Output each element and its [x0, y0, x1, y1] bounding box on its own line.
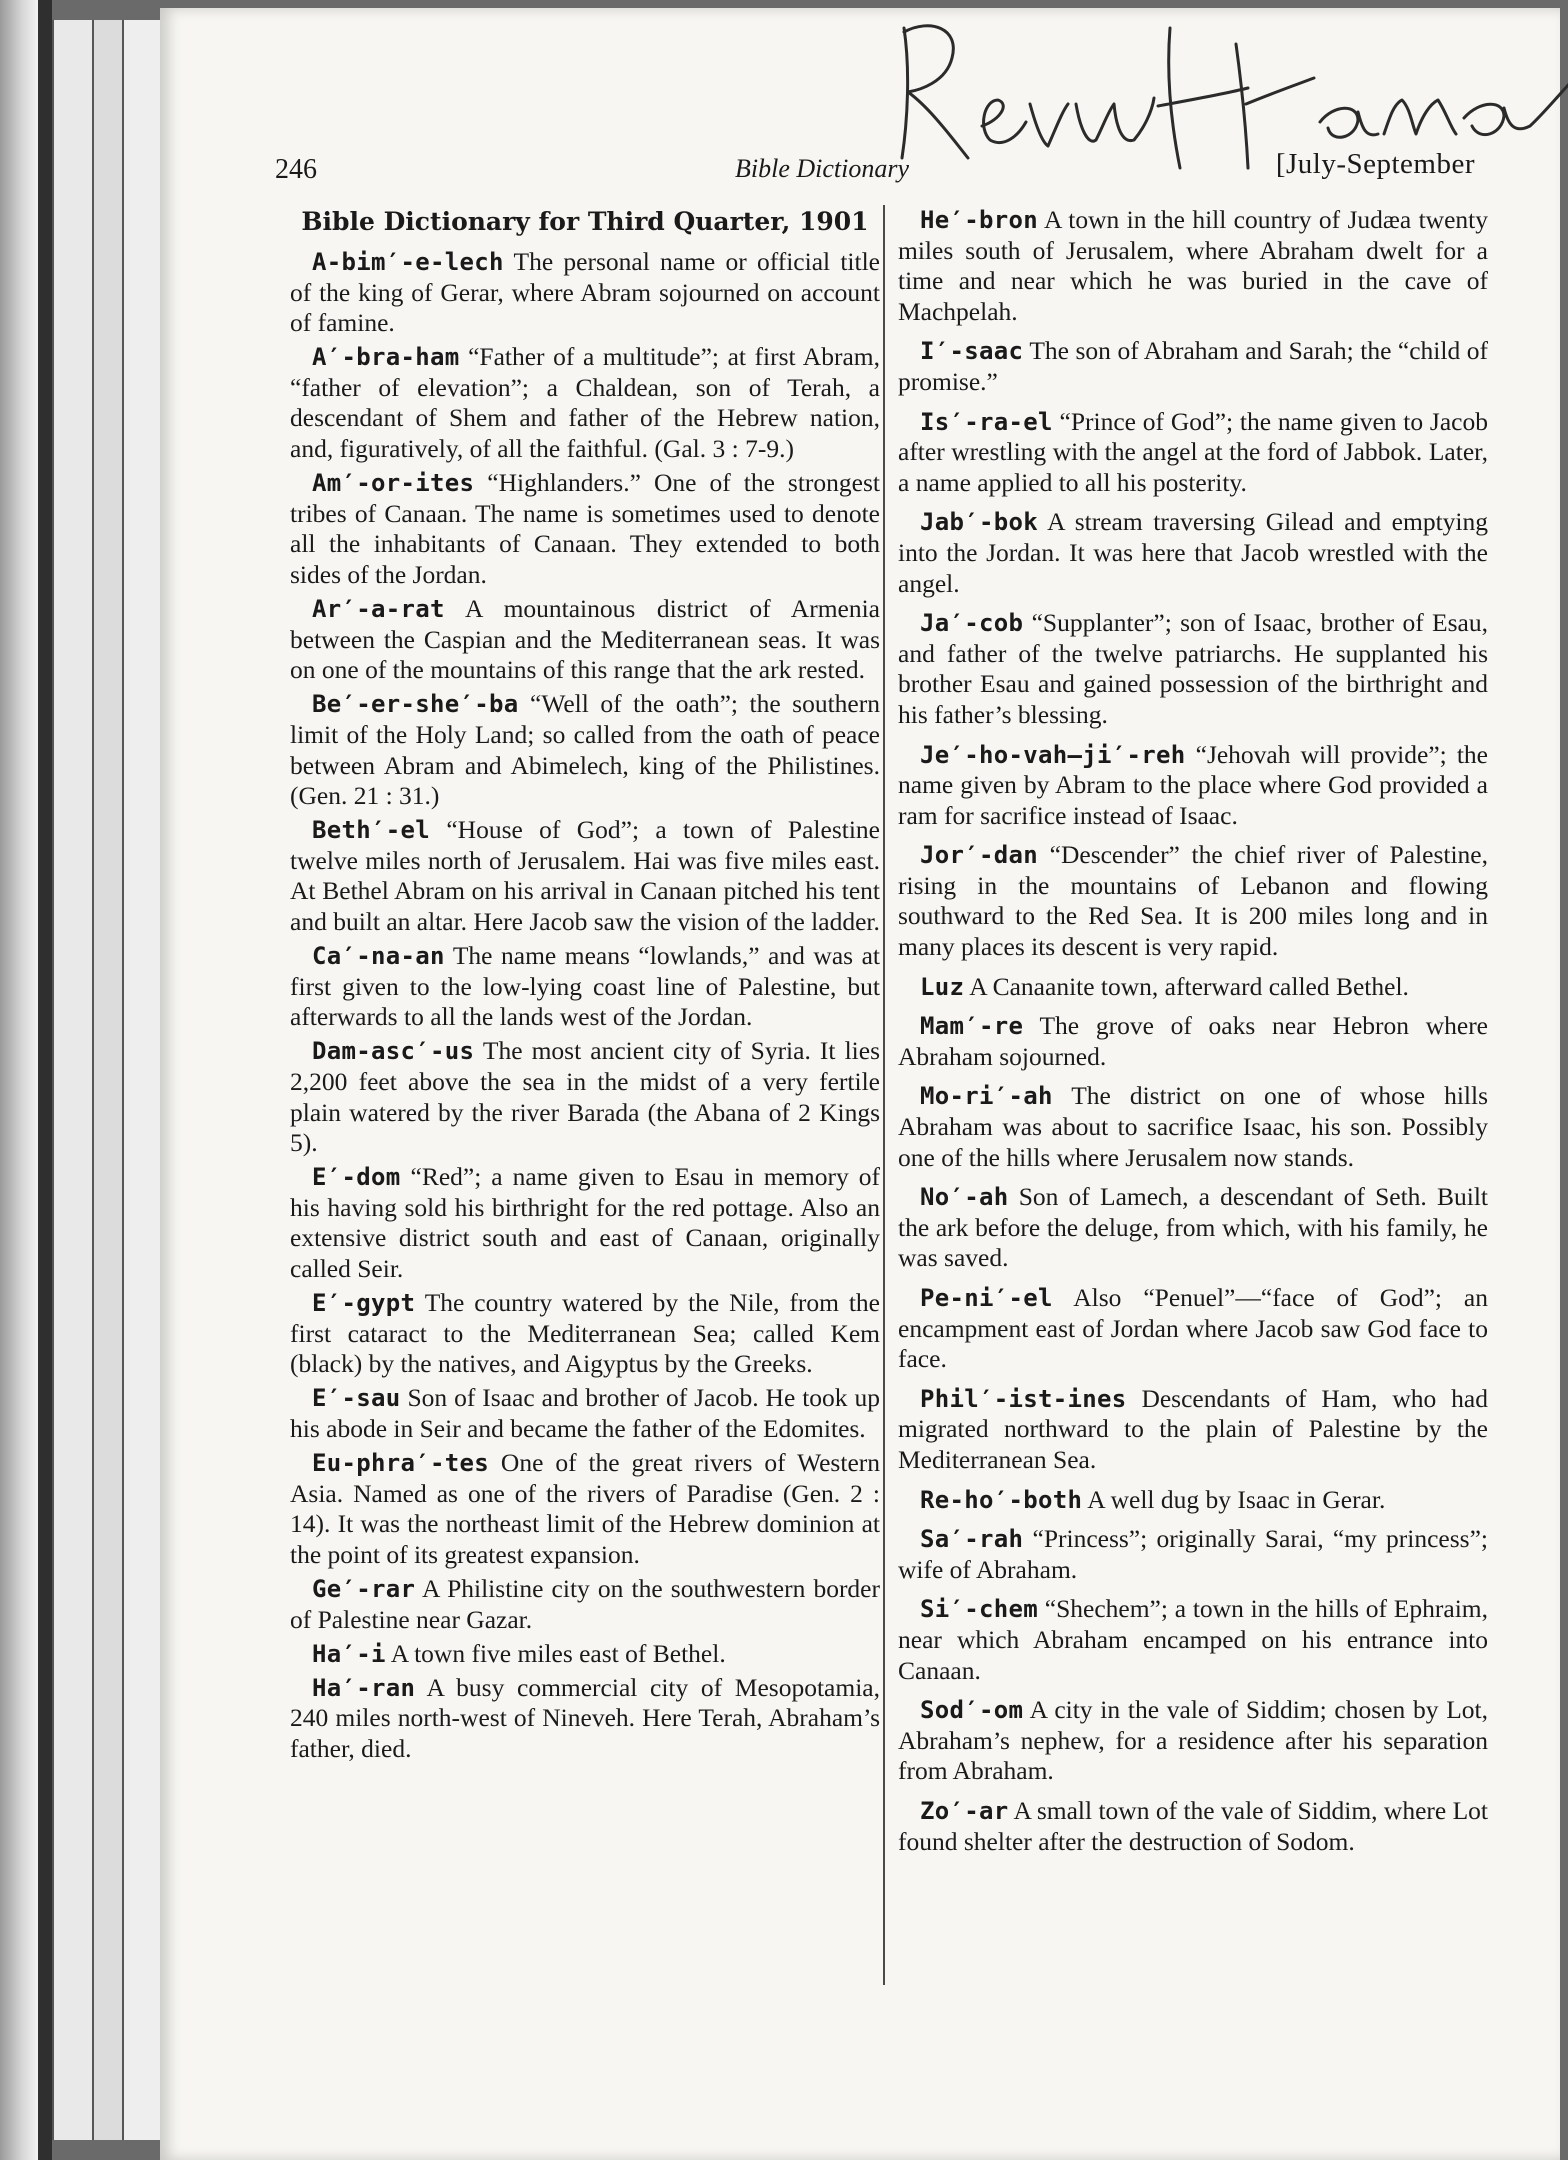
- dictionary-entry: [898, 1796, 1488, 1857]
- entry-headword: E′-gypt: [312, 1289, 416, 1318]
- entry-definition: The district on one of whose hills Abraham was about to sacrifice Isaac, his son. Possibly one of the hills where Jerusalem now stands.: [898, 1081, 1488, 1172]
- entry-headword: Ca′-na-an: [312, 942, 445, 971]
- dictionary-entry: [290, 1288, 880, 1380]
- page-stack-edge: [122, 20, 164, 2140]
- entry-headword: A′-bra-ham: [312, 343, 460, 372]
- right-column: [898, 205, 1488, 1866]
- entry-definition: A mountainous district of Armenia between the Caspian and the Mediterranean seas. It was on one of the mountains of this range that the ark rested.: [290, 594, 880, 685]
- page-stack-edge: [52, 20, 94, 2140]
- entry-definition: “Highlanders.” One of the strongest tribes of Canaan. The name is sometimes used to denote all the inhabitants of Canaan. They extended to both sides of the Jordan.: [290, 468, 880, 589]
- dictionary-entry: [290, 941, 880, 1033]
- entry-headword: E′-dom: [312, 1163, 401, 1192]
- dictionary-entry: [898, 840, 1488, 962]
- entry-headword: A-bim′-e-lech: [312, 248, 504, 276]
- dictionary-entry: [290, 1383, 880, 1444]
- dictionary-entry: [290, 1673, 880, 1765]
- entry-headword: Luz: [920, 972, 965, 1001]
- entry-definition: “Princess”; originally Sarai, “my princess”; wife of Abraham.: [898, 1524, 1488, 1584]
- entry-definition: “Jehovah will provide”; the name given by Abram to the place where God provided a ram for sacrifice instead of Isaac.: [898, 739, 1488, 830]
- dictionary-entry: [290, 1448, 880, 1570]
- entry-headword: Je′-ho-vah—ji′-reh: [920, 740, 1186, 769]
- entry-definition: The grove of oaks near Hebron where Abraham sojourned.: [898, 1011, 1488, 1071]
- entry-definition: Son of Isaac and brother of Jacob. He took up his abode in Seir and became the father of the Edomites.: [290, 1383, 880, 1443]
- entry-headword: Am′-or-ites: [312, 469, 475, 498]
- entry-definition: A well dug by Isaac in Gerar.: [1082, 1484, 1386, 1514]
- entry-headword: Jor′-dan: [920, 841, 1038, 870]
- entry-headword: Be′-er-she′-ba: [312, 690, 519, 719]
- entry-definition: “Shechem”; a town in the hills of Ephraim, near which Abraham encamped on his entrance into Canaan.: [898, 1594, 1488, 1685]
- dictionary-entry: [898, 1384, 1488, 1476]
- entry-definition: A city in the vale of Siddim; chosen by Lot, Abraham’s nephew, for a residence after his separation from Abraham.: [898, 1695, 1488, 1786]
- dictionary-entry: [898, 1594, 1488, 1686]
- dictionary-entry: [898, 1485, 1488, 1516]
- dictionary-entry: [898, 608, 1488, 730]
- entry-headword: No′-ah: [920, 1183, 1009, 1212]
- entry-headword: He′-bron: [920, 206, 1038, 234]
- entry-headword: Ha′-ran: [312, 1673, 416, 1702]
- entry-definition: A Philistine city on the southwestern border of Palestine near Gazar.: [290, 1573, 880, 1634]
- entry-definition: A small town of the vale of Siddim, where Lot found shelter after the destruction of Sodom.: [898, 1795, 1488, 1856]
- entry-headword: Re-ho′-both: [920, 1485, 1083, 1514]
- entry-headword: Si′-chem: [920, 1595, 1038, 1624]
- dictionary-entry: [898, 1011, 1488, 1072]
- entry-headword: Jab′-bok: [920, 508, 1038, 537]
- entry-headword: I′-saac: [920, 337, 1024, 366]
- entry-definition: The country watered by the Nile, from the first cataract to the Mediterranean Sea; called Kem (black) by the natives, and Aigyptus by the Greeks.: [290, 1288, 880, 1379]
- entry-definition: A stream traversing Gilead and emptying into the Jordan. It was here that Jacob wrestled with the angel.: [898, 507, 1488, 598]
- quarter-label: [July-September: [1275, 148, 1475, 180]
- running-title: Bible Dictionary: [735, 154, 910, 183]
- entry-headword: Zo′-ar: [920, 1796, 1009, 1825]
- entry-definition: The name means “lowlands,” and was at first given to the low-lying coast line of Palestine, but afterwards to all the lands west of the Jordan.: [290, 941, 880, 1032]
- running-header: [275, 140, 1475, 190]
- entry-headword: Ar′-a-rat: [312, 595, 445, 624]
- dictionary-entry: [290, 1639, 880, 1670]
- entry-definition: “Descender” the chief river of Palestine, rising in the mountains of Lebanon and flowing southward to the Red Sea. It is 200 miles long and in many places its descent is very rapid.: [898, 840, 1488, 962]
- entry-headword: Dam-asc′-us: [312, 1037, 475, 1066]
- page-stack-edge: [92, 20, 124, 2140]
- entry-definition: “Red”; a name given to Esau in memory of his having sold his birthright for the red pottage. Also an extensive district south and east of Canaan, originally called Seir.: [290, 1162, 880, 1283]
- dictionary-entry: [898, 1524, 1488, 1585]
- entry-definition: “House of God”; a town of Palestine twelve miles north of Jerusalem. Hai was five miles east. At Bethel Abram on his arrival in Canaan pitched his tent and built an altar. Here Jacob saw the vision of the ladder.: [290, 815, 880, 936]
- entry-headword: Mo-ri′-ah: [920, 1082, 1053, 1111]
- entry-definition: The personal name or official title of the king of Gerar, where Abram sojourned on account of famine.: [290, 247, 880, 338]
- dictionary-entry: [898, 1182, 1488, 1274]
- entry-definition: A town in the hill country of Judæa twenty miles south of Jerusalem, where Abraham dwelt for a time and near which he was buried in the cave of Machpelah.: [898, 205, 1488, 326]
- dictionary-entry: [898, 336, 1488, 397]
- entry-definition: The son of Abraham and Sarah; the “child of promise.”: [898, 336, 1488, 396]
- dictionary-entry: [290, 1162, 880, 1284]
- entry-definition: A town five miles east of Bethel.: [385, 1638, 726, 1668]
- entry-definition: “Well of the oath”; the southern limit of the Holy Land; so called from the oath of peace between Abram and Abimelech, king of the Philistines. (Gen. 21 : 31.): [290, 689, 880, 811]
- entry-definition: The most ancient city of Syria. It lies 2,200 feet above the sea in the midst of a very fertile plain watered by the river Barada (the Abana of 2 Kings 5).: [290, 1036, 880, 1158]
- dictionary-entry: [290, 594, 880, 686]
- dictionary-entry: [898, 407, 1488, 499]
- entry-headword: Ha′-i: [312, 1639, 386, 1668]
- entry-headword: Sa′-rah: [920, 1525, 1024, 1554]
- book-spine: [0, 0, 38, 2160]
- entry-definition: “Prince of God”; the name given to Jacob after wrestling with the angel at the ford of Jabbok. Later, a name applied to all his posterity.: [898, 406, 1488, 497]
- entry-headword: Ge′-rar: [312, 1574, 416, 1603]
- entry-headword: Sod′-om: [920, 1696, 1024, 1725]
- dictionary-entry: [898, 205, 1488, 327]
- dictionary-entry: [898, 1695, 1488, 1787]
- dictionary-entry: [290, 247, 880, 339]
- dictionary-entry: [898, 972, 1488, 1003]
- dictionary-entry: [898, 507, 1488, 599]
- entry-definition: A Canaanite town, afterward called Bethel.: [964, 971, 1409, 1001]
- entry-headword: Pe-ni′-el: [920, 1284, 1053, 1312]
- page-number: 246: [275, 154, 317, 185]
- entry-definition: Son of Lamech, a descendant of Seth. Built the ark before the deluge, from which, with his family, he was saved.: [898, 1182, 1488, 1273]
- entry-headword: E′-sau: [312, 1384, 401, 1413]
- entry-definition: “Father of a multitude”; at first Abram, “father of elevation”; a Chaldean, son of Terah, a descendant of Shem and father of the Hebrew nation, and, figuratively, of all the faithful. (Gal. 3 : 7-9.): [290, 342, 880, 464]
- dictionary-entry: [290, 1036, 880, 1158]
- entry-definition: Descendants of Ham, who had migrated northward to the plain of Palestine by the Mediterranean Sea.: [898, 1383, 1488, 1474]
- entry-headword: Phil′-ist-ines: [920, 1384, 1127, 1413]
- entry-definition: Also “Penuel”—“face of God”; an encampment east of Jordan where Jacob saw God face to face.: [898, 1283, 1488, 1374]
- entry-headword: Ja′-cob: [920, 609, 1024, 638]
- dictionary-entry: [290, 689, 880, 811]
- left-column: [290, 205, 880, 1768]
- dictionary-entry: [898, 1283, 1488, 1375]
- entry-definition: “Supplanter”; son of Isaac, brother of Esau, and father of the twelve patriarchs. He supplanted his brother Esau and gained possession of the birthright and his father’s blessing.: [898, 608, 1488, 729]
- column-rule: [883, 205, 885, 1985]
- entry-headword: Mam′-re: [920, 1012, 1024, 1041]
- article-title: Bible Dictionary for Third Quarter, 1901: [301, 207, 869, 236]
- book-edge-dark: [38, 0, 52, 2160]
- dictionary-entry: [290, 468, 880, 590]
- dictionary-entry: [898, 1081, 1488, 1173]
- dictionary-entry: [290, 815, 880, 937]
- entry-definition: A busy commercial city of Mesopotamia, 240 miles north-west of Nineveh. Here Terah, Abraham’s father, died.: [290, 1672, 880, 1763]
- entry-definition: One of the great rivers of Western Asia. Named as one of the rivers of Paradise (Gen. 2 : 14). It was the northeast limit of the Hebrew dominion at the point of its greatest expansion.: [290, 1448, 880, 1569]
- dictionary-entry: [898, 740, 1488, 832]
- entry-headword: Is′-ra-el: [920, 407, 1053, 436]
- dictionary-entry: [290, 342, 880, 464]
- dictionary-entry: [290, 1574, 880, 1635]
- entry-headword: Eu-phra′-tes: [312, 1449, 489, 1478]
- entry-headword: Beth′-el: [312, 816, 430, 845]
